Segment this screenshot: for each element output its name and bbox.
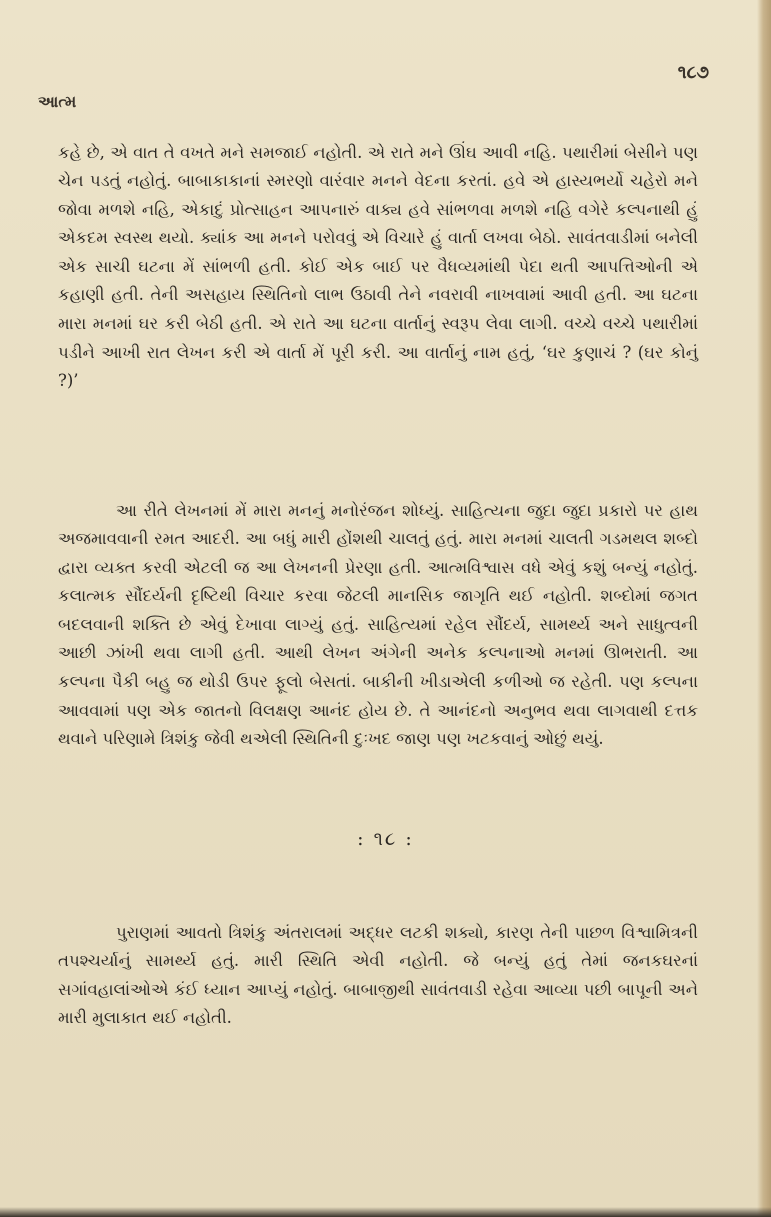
- page-edge-shadow: [757, 0, 771, 1217]
- paragraph-3: પુરાણમાં આવતો ત્રિશંકુ અંતરાલમાં અદ્ધર લટકી શક્યો, કારણ તેની પાછળ વિશ્વામિત્રની તપશ્ચર્યાનું સામર્થ્ય હતું. મારી સ્થિતિ એવી નહોતી. જે બન્યું હતું તેમાં જનકઘરનાં સગાંવહાલાંઓએ કંઈ ધ્યાન આપ્યું નહોતું. બાબાજીથી સાવંતવાડી રહેવા આવ્યા પછી બાપૂની અને મારી મુલાકાત થઈ નહોતી.: [58, 922, 698, 1028]
- running-head: આત્મ: [38, 92, 77, 111]
- paragraph-1: કહે છે, એ વાત તે વખતે મને સમજાઈ નહોતી. એ રાતે મને ઊંઘ આવી નહિ. પથારીમાં બેસીને પણ ચેન પડતું નહોતું. બાબાકાકાનાં સ્મરણો વારંવાર મનને વેદના કરતાં. હવે એ હાસ્યભર્યો ચહેરો મને જોવા મળશે નહિ, એકાદું પ્રોત્સાહન આપનારું વાક્ય હવે સાંભળવા મળશે નહિ વગેરે કલ્પનાથી હું એકદમ સ્વસ્થ થયો. ક્યાંક આ મનને પરોવવું એ વિચારે હું વાર્તા લખવા બેઠો. સાવંતવાડીમાં બનેલી એક સાચી ઘટના મેં સાંભળી હતી. કોઈ એક બાઈ પર વૈધવ્યમાંથી પેદા થતી આપત્તિઓની એ કહાણી હતી. તેની અસહાય સ્થિતિનો લાભ ઉઠાવી તેને નવરાવી નાખવામાં આવી હતી. આ ઘટના મારા મનમાં ઘર કરી બેઠી હતી. એ રાતે આ ઘટના વાર્તાનું સ્વરૂપ લેવા લાગી. વચ્ચે વચ્ચે પથારીમાં પડીને આખી રાત લેખન કરી એ વાર્તા મેં પૂરી કરી. આ વાર્તાનું નામ હતું, ‘ઘર કુણાચં ? (ઘર કોનું ?)’: [58, 142, 698, 391]
- chapter-number: : ૧૮ :: [357, 828, 414, 850]
- page-bottom-edge: [0, 1207, 771, 1217]
- page-number: ૧૮૭: [677, 62, 709, 83]
- paragraph-2: આ રીતે લેખનમાં મેં મારા મનનું મનોરંજન શોધ્યું. સાહિત્યના જુદા જુદા પ્રકારો પર હાથ અજમાવવાની રમત આદરી. આ બધું મારી હોંશથી ચાલતું હતું. મારા મનમાં ચાલતી ગડમથલ શબ્દો દ્વારા વ્યક્ત કરવી એટલી જ આ લેખનની પ્રેરણા હતી. આત્મવિશ્વાસ વધે એવું કશું બન્યું નહોતું. કલાત્મક સૌંદર્યની દૃષ્ટિથી વિચાર કરવા જેટલી માનસિક જાગૃતિ થઈ નહોતી. શબ્દોમાં જગત બદલવાની શક્તિ છે એવું દેખાવા લાગ્યું હતું. સાહિત્યમાં રહેલ સૌંદર્ય, સામર્થ્ય અને સાધુત્વની આછી ઝાંખી થવા લાગી હતી. આથી લેખન અંગેની અનેક કલ્પનાઓ મનમાં ઊભરાતી. આ કલ્પના પૈકી બહુ જ થોડી ઉપર ફૂલો બેસતાં. બાકીની ખીડાએલી કળીઓ જ રહેતી. પણ કલ્પના આવવામાં પણ એક જાતનો વિલક્ષણ આનંદ હોય છે. તે આનંદનો અનુભવ થવા લાગવાથી દત્તક થવાને પરિણામે ત્રિશંકુ જેવી થએલી સ્થિતિની દુઃખદ જાણ પણ ખટકવાનું ઓછું થયું.: [58, 500, 698, 749]
